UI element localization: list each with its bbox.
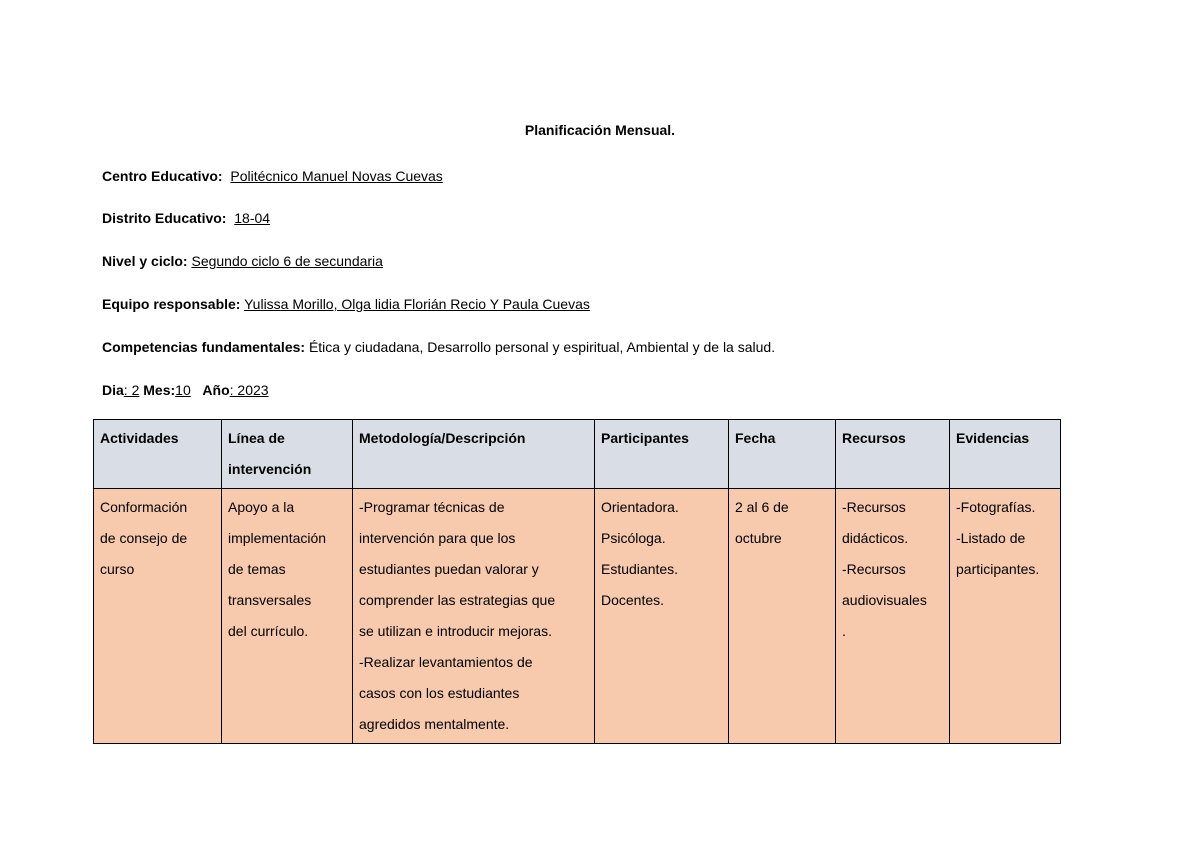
cell-line: curso [100, 561, 135, 577]
cell-line: Orientadora. [601, 499, 679, 515]
cell-line: -Fotografías. [956, 499, 1036, 515]
cell-line: 2 al 6 de [735, 499, 789, 515]
equipo-responsable-field [102, 296, 590, 312]
cell-line: del currículo. [228, 623, 309, 639]
header-linea-intervencion-label: Línea de intervención [228, 430, 312, 477]
cell-line: didácticos. [842, 530, 909, 546]
distrito-educativo-value: 18-04 [234, 210, 271, 226]
cell-participantes [595, 489, 729, 744]
table-header-row [94, 420, 1061, 489]
header-recursos: Recursos [836, 420, 950, 489]
page-title: Planificación Mensual. [524, 122, 676, 138]
anio-value: : 2023 [229, 382, 269, 398]
mes-value: 10 [175, 382, 191, 398]
cell-line: . [842, 623, 846, 639]
cell-line: comprender las estrategias que [359, 592, 556, 608]
centro-educativo-field [102, 168, 443, 184]
cell-line: -Programar técnicas de [359, 499, 505, 515]
header-evidencias: Evidencias [950, 420, 1061, 489]
dia-label: Dia [102, 382, 124, 398]
equipo-responsable-value: Yulissa Morillo, Olga lidia Florián Recio Y Paula Cuevas [244, 296, 590, 312]
cell-line: se utilizan e introducir mejoras. [359, 623, 552, 639]
centro-educativo-label: Centro Educativo: [102, 168, 223, 184]
cell-line: Docentes. [601, 592, 665, 608]
cell-line: Psicóloga. [601, 530, 666, 546]
nivel-ciclo-label: Nivel y ciclo: [102, 253, 188, 269]
cell-line: implementación [228, 530, 327, 546]
cell-evidencias [950, 489, 1061, 744]
planning-table [93, 419, 1061, 744]
distrito-educativo-field [102, 210, 270, 226]
cell-line: estudiantes puedan valorar y [359, 561, 539, 577]
cell-line: de consejo de [100, 530, 188, 546]
cell-line: agredidos mentalmente. [359, 716, 510, 732]
cell-line: Conformación [100, 499, 188, 515]
cell-line: intervención para que los [359, 530, 516, 546]
cell-line: participantes. [956, 561, 1040, 577]
header-linea-intervencion [222, 420, 353, 489]
mes-label: Mes: [143, 382, 176, 398]
cell-recursos [836, 489, 950, 744]
cell-line: de temas [228, 561, 286, 577]
cell-fecha [729, 489, 836, 744]
cell-line: audiovisuales [842, 592, 927, 608]
dia-value: : 2 [123, 382, 140, 398]
cell-line: Apoyo a la [228, 499, 295, 515]
nivel-ciclo-value: Segundo ciclo 6 de secundaria [191, 253, 383, 269]
fecha-field [102, 382, 269, 398]
cell-line: -Listado de [956, 530, 1026, 546]
cell-actividades [94, 489, 222, 744]
header-actividades: Actividades [94, 420, 222, 489]
cell-line: -Recursos [842, 499, 906, 515]
nivel-ciclo-field [102, 253, 383, 269]
competencias-value: Ética y ciudadana, Desarrollo personal y espiritual, Ambiental y de la salud. [308, 339, 776, 355]
header-participantes: Participantes [595, 420, 729, 489]
competencias-label: Competencias fundamentales: [102, 339, 306, 355]
cell-line: octubre [735, 530, 782, 546]
header-metodologia: Metodología/Descripción [353, 420, 595, 489]
cell-line: Estudiantes. [601, 561, 679, 577]
equipo-responsable-label: Equipo responsable: [102, 296, 241, 312]
anio-label: Año [202, 382, 230, 398]
distrito-educativo-label: Distrito Educativo: [102, 210, 227, 226]
header-fecha: Fecha [729, 420, 836, 489]
cell-line: casos con los estudiantes [359, 685, 520, 701]
competencias-field [102, 339, 775, 355]
table-row [94, 489, 1061, 744]
cell-line: transversales [228, 592, 312, 608]
cell-metodologia [353, 489, 595, 744]
centro-educativo-value: Politécnico Manuel Novas Cuevas [230, 168, 443, 184]
cell-line: -Realizar levantamientos de [359, 654, 533, 670]
cell-linea-intervencion [222, 489, 353, 744]
cell-line: -Recursos [842, 561, 906, 577]
